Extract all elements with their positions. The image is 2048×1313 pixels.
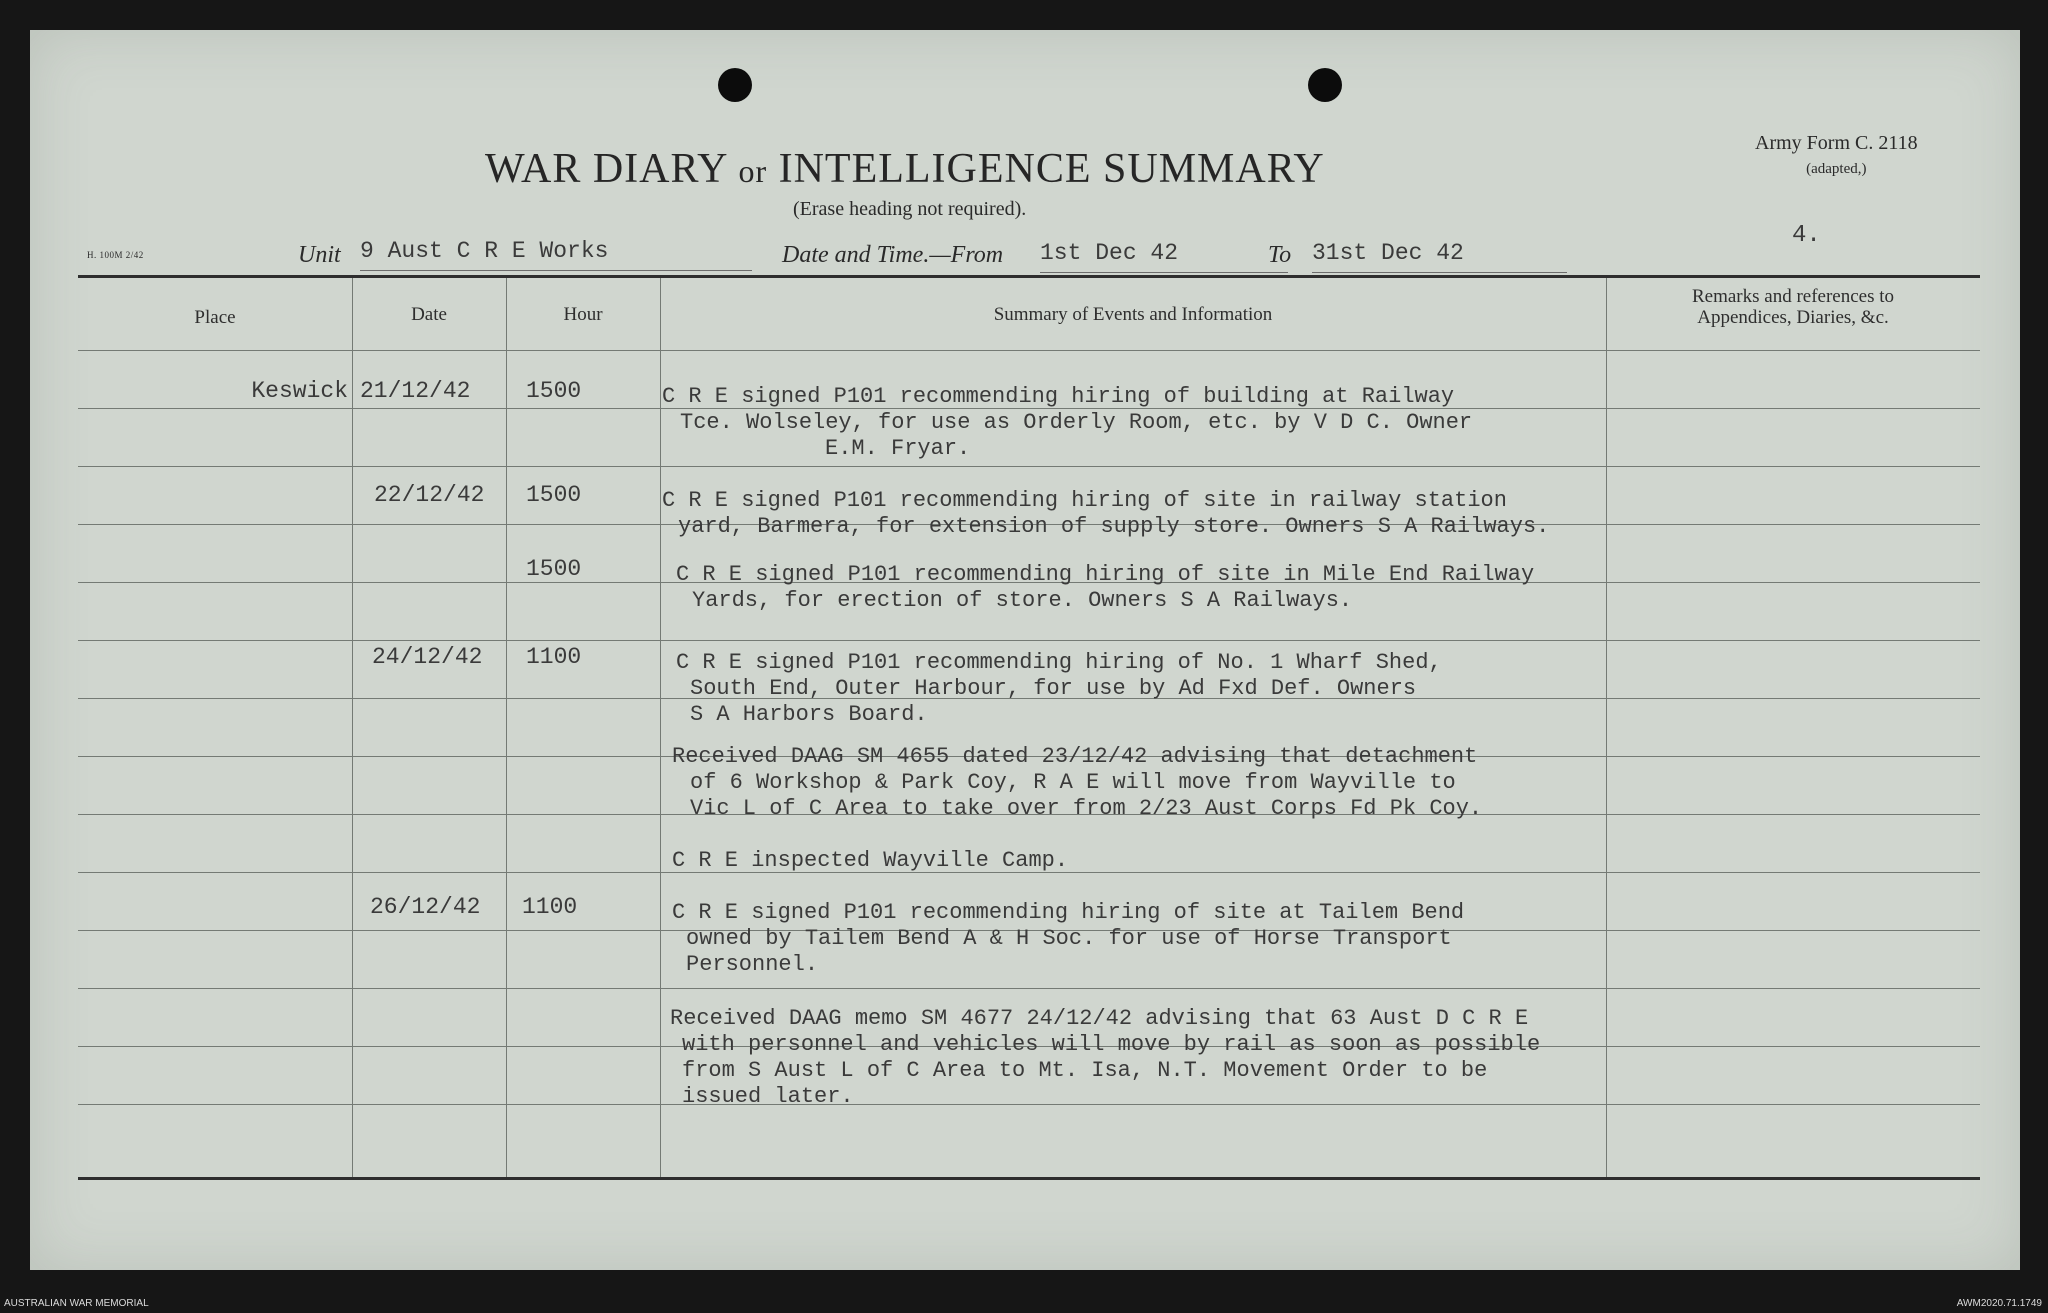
remarks-header-line-1: Remarks and references to [1691, 286, 1895, 307]
entry-hour: 1100 [526, 644, 582, 670]
punch-hole-left [718, 68, 752, 102]
column-header-hour: Hour [563, 304, 603, 325]
punch-hole-right [1308, 68, 1342, 102]
column-header-date: Date [411, 304, 447, 325]
remarks-header-line-2: Appendices, Diaries, &c. [1697, 307, 1889, 328]
entry-line: C R E signed P101 recommending hiring of building at Railway [662, 384, 1455, 409]
entry-line: Yards, for erection of store. Owners S A Railways. [692, 588, 1353, 613]
entry-line: C R E inspected Wayville Camp. [672, 848, 1069, 873]
table-bottom-rule [78, 1177, 1980, 1180]
entry-hour: 1500 [526, 378, 582, 404]
entry-line: South End, Outer Harbour, for use by Ad Fxd Def. Owners [690, 676, 1417, 701]
title-part-2: INTELLIGENCE SUMMARY [778, 146, 1325, 192]
entry-line: owned by Tailem Bend A & H Soc. for use of Horse Transport [686, 926, 1452, 951]
entry-line: yard, Barmera, for extension of supply store. Owners S A Railways. [678, 514, 1550, 539]
column-divider-summary [1606, 278, 1607, 1177]
column-header-summary: Summary of Events and Information [993, 304, 1273, 325]
entry-line: issued later. [682, 1084, 854, 1109]
entry-line: of 6 Workshop & Park Coy, R A E will move from Wayville to [690, 770, 1456, 795]
title-or: or [738, 153, 768, 189]
entry-line: with personnel and vehicles will move by rail as soon as possible [682, 1032, 1541, 1057]
entry-line: from S Aust L of C Area to Mt. Isa, N.T. Movement Order to be [682, 1058, 1488, 1083]
ruled-line [78, 1104, 1980, 1105]
unit-label: Unit [298, 242, 341, 268]
entry-line: C R E signed P101 recommending hiring of site in railway station [662, 488, 1507, 513]
date-to-label: To [1268, 242, 1292, 268]
document-title [485, 145, 1325, 193]
page-number: 4. [1792, 222, 1821, 249]
ruled-line [78, 466, 1980, 467]
form-ref-line-1: Army Form C. 2118 [1755, 132, 1918, 154]
entry-line: C R E signed P101 recommending hiring of No. 1 Wharf Shed, [676, 650, 1442, 675]
entry-line: E.M. Fryar. [825, 436, 971, 461]
date-from-value: 1st Dec 42 [1040, 240, 1288, 273]
war-diary-sheet [30, 30, 2020, 1270]
entry-hour: 1500 [526, 482, 582, 508]
entry-line: Received DAAG SM 4655 dated 23/12/42 advising that detachment [672, 744, 1478, 769]
ruled-line [78, 350, 1980, 351]
column-divider-place [352, 278, 353, 1177]
footer-accession: AWM2020.71.1749 [1956, 1298, 2042, 1309]
unit-value: 9 Aust C R E Works [360, 238, 752, 271]
entry-line: Vic L of C Area to take over from 2/23 Aust Corps Fd Pk Coy. [690, 796, 1483, 821]
entry-line: Received DAAG memo SM 4677 24/12/42 advising that 63 Aust D C R E [670, 1006, 1529, 1031]
entry-date: 24/12/42 [372, 644, 483, 670]
date-to-value: 31st Dec 42 [1312, 240, 1567, 273]
form-ref-line-2: (adapted,) [1806, 161, 1867, 177]
entry-hour: 1500 [526, 556, 582, 582]
column-header-remarks [1606, 286, 1980, 328]
entry-line: C R E signed P101 recommending hiring of site at Tailem Bend [672, 900, 1465, 925]
footer-credit: AUSTRALIAN WAR MEMORIAL [4, 1298, 149, 1309]
entry-line: Personnel. [686, 952, 819, 977]
column-header-place: Place [194, 307, 236, 328]
entry-place: Keswick [251, 378, 348, 404]
column-divider-hour [660, 278, 661, 1177]
entry-line: S A Harbors Board. [690, 702, 928, 727]
entry-date: 22/12/42 [374, 482, 485, 508]
form-reference [1755, 130, 1918, 182]
entry-line: C R E signed P101 recommending hiring of site in Mile End Railway [676, 562, 1535, 587]
print-reference: H. 100M 2/42 [87, 250, 144, 260]
erase-note: (Erase heading not required). [793, 198, 1027, 220]
entry-line: Tce. Wolseley, for use as Orderly Room, etc. by V D C. Owner [680, 410, 1473, 435]
ruled-line [78, 640, 1980, 641]
entry-date: 21/12/42 [360, 378, 471, 404]
table-top-rule [78, 275, 1980, 278]
entry-hour: 1100 [522, 894, 578, 920]
entry-date: 26/12/42 [370, 894, 481, 920]
ruled-line [78, 988, 1980, 989]
title-part-1: WAR DIARY [485, 146, 727, 192]
date-from-label: Date and Time.—From [782, 242, 1004, 268]
column-divider-date [506, 278, 507, 1177]
